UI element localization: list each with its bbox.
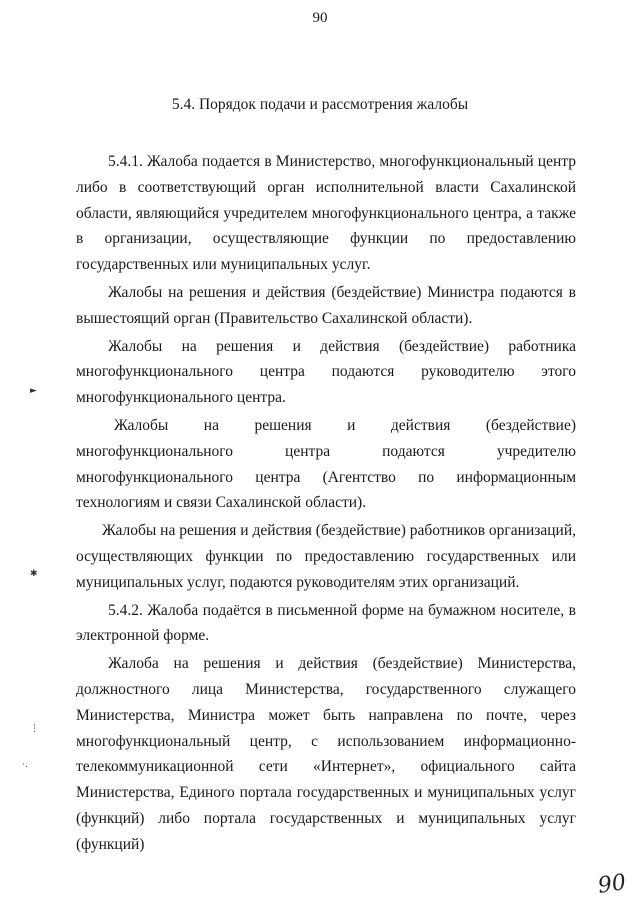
scan-mark: ⋮ <box>30 724 39 734</box>
document-body <box>76 149 576 858</box>
scan-mark: ► <box>30 386 37 396</box>
section-heading: 5.4. Порядок подачи и рассмотрения жалобы <box>171 96 469 113</box>
paragraph-5-4-2: 5.4.2. Жалоба подаётся в письменной форме на бумажном носителе, в электронной форме. <box>76 601 576 645</box>
paragraph-complaints-mfc: Жалобы на решения и действия (бездействие) многофункционального центра подаются учредителю многофункционального центра (Агентство по информационным технологиям и связи Сахалинской области). <box>76 416 576 512</box>
paragraph-complaints-organizations: Жалобы на решения и действия (бездействие) работников организаций, осуществляющих функции по предоставлению государственных или муниципальных услуг, подаются руководителям этих организаций. <box>76 522 576 591</box>
paragraph-submission-methods: Жалоба на решения и действия (бездействие) Министерства, должностного лица Министерства, государственного служащего Министерства, Министра может быть направлена по почте, через многофункциональный центр, с использованием информационно-телекоммуникационной сети «Интернет», официального сайта Министерства, Единого портала государственных и муниципальных услуг (функций) либо портала государственных и муниципальных услуг (функций) <box>76 655 576 853</box>
scan-mark: ✱ <box>30 569 38 579</box>
scan-mark: ·․ <box>22 760 28 770</box>
handwritten-page-number: 90 <box>596 870 628 899</box>
paragraph-complaints-mfc-employee: Жалобы на решения и действия (бездействие) работника многофункционального центра подаются руководителю этого многофункционального центра. <box>76 337 576 407</box>
paragraph-5-4-1: 5.4.1. Жалоба подается в Министерство, многофункциональный центр либо в соответствующий орган исполнительной власти Сахалинской области, являющийся учредителем многофункционального центра, а также в организации, осуществляющие функции по предоставлению государственных или муниципальных услуг. <box>76 153 576 274</box>
page-number: 90 <box>312 10 328 26</box>
paragraph-complaints-minister: Жалобы на решения и действия (бездействие) Министра подаются в вышестоящий орган (Правительство Сахалинской области). <box>76 283 576 327</box>
